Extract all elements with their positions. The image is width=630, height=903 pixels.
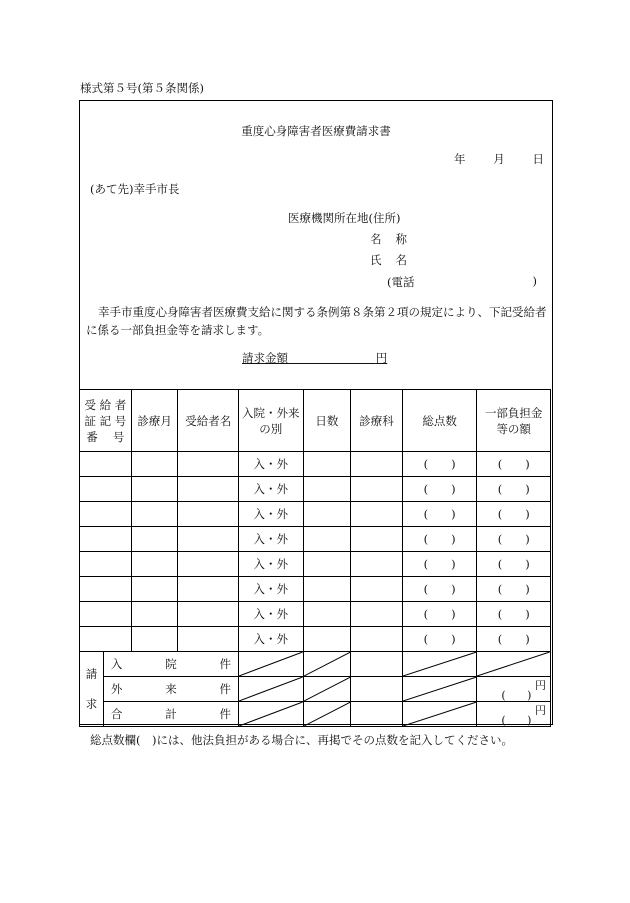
note: 総点数欄( )には、他法負担がある場合に、再掲でその点数を記入してください。: [90, 733, 513, 747]
summary-row: [80, 677, 551, 702]
cell-dept[interactable]: [351, 602, 403, 627]
header-dept: 診療科: [351, 390, 403, 452]
cell-copay[interactable]: ( ): [477, 602, 551, 627]
provider-name-label: 名 称: [370, 232, 407, 246]
table-row: [80, 527, 551, 552]
summary-inout: [239, 702, 304, 727]
summary-days: [303, 702, 351, 727]
cell-month[interactable]: [131, 502, 178, 527]
table-row: [80, 602, 551, 627]
cell-copay[interactable]: ( ): [477, 627, 551, 652]
cell-month[interactable]: [131, 527, 178, 552]
cell-name[interactable]: [178, 577, 239, 602]
cell-cert[interactable]: [80, 577, 132, 602]
summary-copay: [477, 652, 551, 677]
header-name: 受給者名: [178, 390, 239, 452]
cell-days[interactable]: [303, 627, 351, 652]
cell-name[interactable]: [178, 552, 239, 577]
cell-dept[interactable]: [351, 477, 403, 502]
cell-cert[interactable]: [80, 477, 132, 502]
summary-points: [402, 677, 477, 702]
provider-address-label: 医療機関所在地(住所): [288, 211, 401, 225]
date-line: [454, 151, 544, 167]
cell-copay[interactable]: ( ): [477, 452, 551, 477]
table-row: [80, 502, 551, 527]
provider-person-label: 氏 名: [370, 253, 407, 267]
table-row: [80, 477, 551, 502]
cell-name[interactable]: [178, 627, 239, 652]
cell-days[interactable]: [303, 527, 351, 552]
header-points: 総点数: [402, 390, 477, 452]
cell-month[interactable]: [131, 452, 178, 477]
cell-copay[interactable]: ( ): [477, 527, 551, 552]
table-row: [80, 452, 551, 477]
cell-days[interactable]: [303, 452, 351, 477]
cell-points[interactable]: ( ): [402, 502, 477, 527]
summary-dept[interactable]: [351, 652, 403, 677]
cell-name[interactable]: [178, 602, 239, 627]
summary-row: [80, 702, 551, 727]
summary-label: 合 計 件: [103, 702, 238, 727]
cell-inout[interactable]: 入・外: [239, 577, 304, 602]
header-days: 日数: [303, 390, 351, 452]
table-row: [80, 577, 551, 602]
cell-cert[interactable]: [80, 552, 132, 577]
header-cert-number: 受 給 者 証 記 号 番 号: [80, 390, 132, 452]
cell-inout[interactable]: 入・外: [239, 602, 304, 627]
summary-inout: [239, 652, 304, 677]
summary-row: [80, 652, 551, 677]
cell-points[interactable]: ( ): [402, 552, 477, 577]
cell-inout[interactable]: 入・外: [239, 477, 304, 502]
summary-dept[interactable]: [351, 702, 403, 727]
header-inout: 入院・外来 の別: [239, 390, 304, 452]
summary-label: 外 来 件: [103, 677, 238, 702]
cell-inout[interactable]: 入・外: [239, 452, 304, 477]
summary-points: [402, 652, 477, 677]
cell-dept[interactable]: [351, 527, 403, 552]
cell-month[interactable]: [131, 602, 178, 627]
cell-inout[interactable]: 入・外: [239, 502, 304, 527]
summary-inout: [239, 677, 304, 702]
cell-cert[interactable]: [80, 527, 132, 552]
cell-dept[interactable]: [351, 627, 403, 652]
cell-name[interactable]: [178, 452, 239, 477]
cell-name[interactable]: [178, 527, 239, 552]
cell-days[interactable]: [303, 602, 351, 627]
table-row: [80, 552, 551, 577]
summary-copay[interactable]: 円 ( ): [477, 702, 551, 727]
cell-cert[interactable]: [80, 627, 132, 652]
cell-days[interactable]: [303, 502, 351, 527]
cell-inout[interactable]: 入・外: [239, 552, 304, 577]
claim-table: [79, 389, 551, 727]
header-month: 診療月: [131, 390, 178, 452]
cell-copay[interactable]: ( ): [477, 477, 551, 502]
cell-name[interactable]: [178, 477, 239, 502]
addressee: (あて先)幸手市長: [90, 182, 180, 196]
claim-label: 請 求: [80, 652, 104, 727]
cell-inout[interactable]: 入・外: [239, 527, 304, 552]
cell-points[interactable]: ( ): [402, 452, 477, 477]
table-row: [80, 627, 551, 652]
cell-month[interactable]: [131, 577, 178, 602]
form-title: 重度心身障害者医療費請求書: [241, 124, 391, 138]
cell-points[interactable]: ( ): [402, 477, 477, 502]
cell-days[interactable]: [303, 552, 351, 577]
body-text: 幸手市重度心身障害者医療費支給に関する条例第８条第２項の規定により、下記受給者に係る一部負担金等を請求します。: [86, 305, 547, 337]
summary-points: [402, 702, 477, 727]
cell-dept[interactable]: [351, 452, 403, 477]
summary-dept[interactable]: [351, 677, 403, 702]
summary-label: 入 院 件: [103, 652, 238, 677]
cell-name[interactable]: [178, 502, 239, 527]
cell-dept[interactable]: [351, 577, 403, 602]
header-copay: 一部負担金 等の額: [477, 390, 551, 452]
cell-points[interactable]: ( ): [402, 627, 477, 652]
cell-month[interactable]: [131, 627, 178, 652]
cell-points[interactable]: ( ): [402, 577, 477, 602]
cell-dept[interactable]: [351, 502, 403, 527]
cell-inout[interactable]: 入・外: [239, 627, 304, 652]
form-number: 様式第５号(第５条関係): [80, 81, 204, 95]
cell-dept[interactable]: [351, 552, 403, 577]
cell-copay[interactable]: ( ): [477, 502, 551, 527]
cell-month[interactable]: [131, 477, 178, 502]
cell-copay[interactable]: ( ): [477, 577, 551, 602]
cell-cert[interactable]: [80, 502, 132, 527]
summary-days: [303, 652, 351, 677]
cell-days[interactable]: [303, 477, 351, 502]
cell-points[interactable]: ( ): [402, 602, 477, 627]
cell-points[interactable]: ( ): [402, 527, 477, 552]
month-label: 月: [493, 152, 505, 166]
summary-days: [303, 677, 351, 702]
summary-copay[interactable]: 円 ( ): [477, 677, 551, 702]
cell-cert[interactable]: [80, 452, 132, 477]
cell-copay[interactable]: ( ): [477, 552, 551, 577]
table-header: [80, 390, 551, 452]
cell-cert[interactable]: [80, 602, 132, 627]
phone-line: (電話 ): [387, 274, 537, 289]
year-label: 年: [454, 152, 466, 166]
cell-month[interactable]: [131, 552, 178, 577]
claim-form: [79, 100, 553, 725]
day-label: 日: [532, 152, 544, 166]
cell-days[interactable]: [303, 577, 351, 602]
claim-amount: 請求金額 円: [242, 351, 388, 365]
